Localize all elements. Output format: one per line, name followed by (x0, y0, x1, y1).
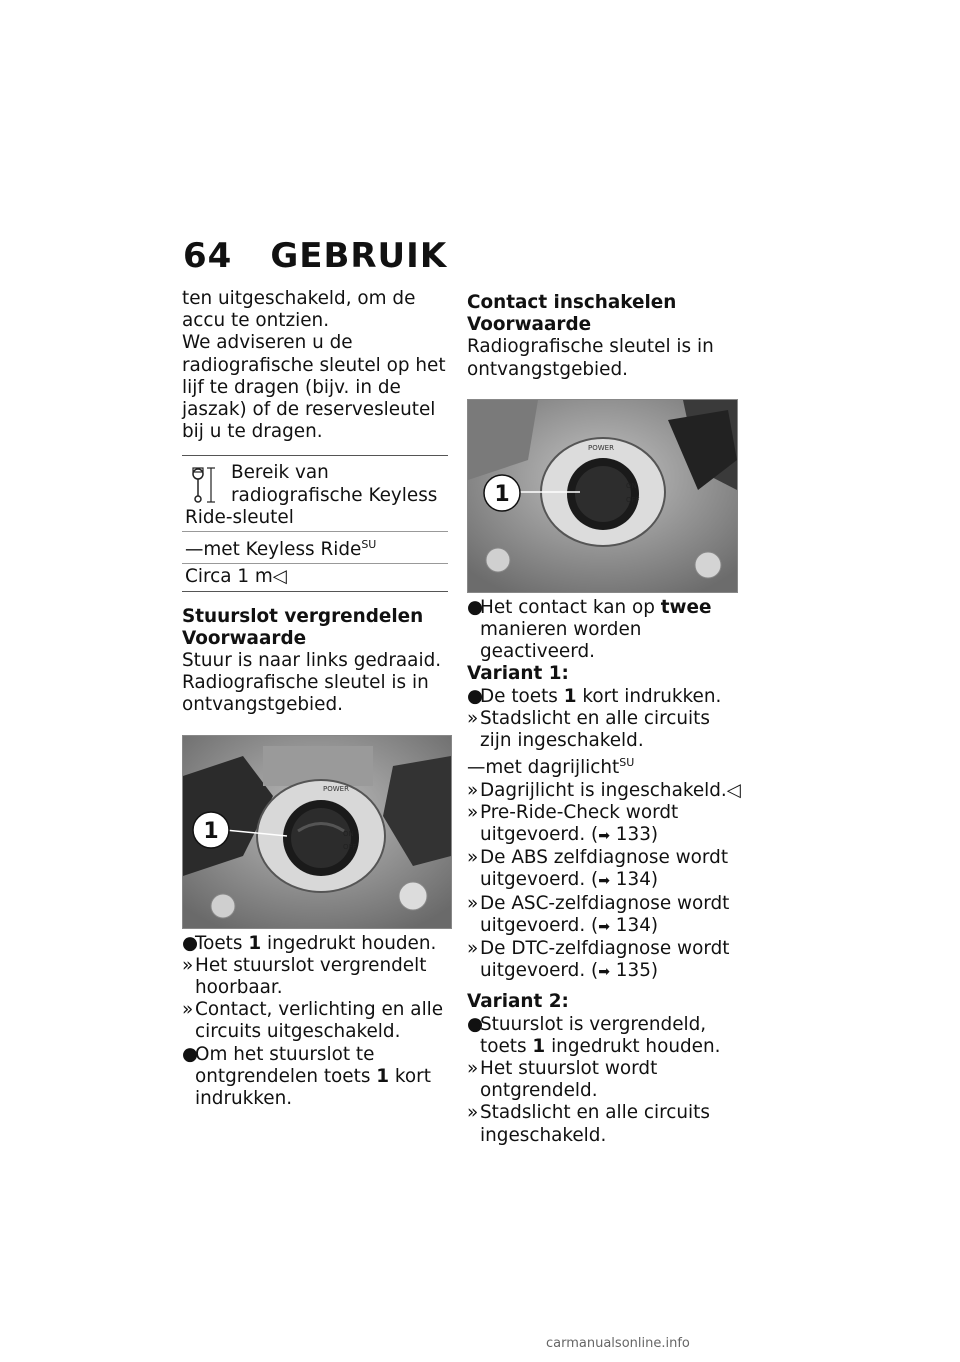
page-ref[interactable]: 134 (615, 869, 651, 891)
power-label: POWER (323, 784, 349, 793)
page-ref-arrow-icon: ➡ (598, 964, 610, 981)
page-ref[interactable]: 133 (615, 823, 651, 845)
list-item: ● Stuurslot is vergrendeld, toets 1 ingedrukt houden. (467, 1013, 721, 1057)
list-item: ● Toets 1 ingedrukt houden. (182, 932, 437, 954)
variant-1-heading: Variant 1: (467, 663, 569, 685)
steering-lock-steps (182, 933, 452, 1111)
on-label: ON (343, 829, 354, 838)
spec-value-row (182, 563, 448, 590)
list-item: » Stadslicht en alle circuits zijn ingeschakeld. (467, 707, 710, 752)
left-column (182, 288, 452, 1110)
page-ref[interactable]: 134 (615, 914, 651, 936)
list-item: » Stadslicht en alle circuits ingeschakeld. (467, 1102, 710, 1146)
page-header (183, 236, 447, 276)
page-ref-arrow-icon: ➡ (598, 827, 610, 844)
page-ref[interactable]: 135 (615, 960, 651, 982)
spec-with-row: —met Keyless Ride$^{SU}$ (182, 531, 448, 563)
page-ref-arrow-icon: ➡ (598, 918, 610, 935)
list-item: ● De toets 1 kort indrukken. (467, 685, 722, 707)
list-item: » Dagrijlicht is ingeschakeld.◁ (467, 779, 741, 801)
spec-title: Bereik van radiografische Keyless Ride-sleutel (185, 462, 438, 528)
advice-text: We adviseren u de radiografische sleutel op het lijf te dragen (bijv. in de jaszak) of de reservesleutel bij u te dragen. (182, 332, 446, 443)
right-column (467, 292, 742, 1147)
on-label-2: ON (626, 481, 637, 490)
footer-watermark: carmanualsonline.info (546, 1336, 690, 1351)
list-item: » De ASC-zelfdiagnose wordt uitgevoerd. (➡ 134) (467, 892, 730, 936)
list-item: ● Het contact kan op twee manieren worden geactiveerd. (467, 596, 712, 663)
variant-2-heading: Variant 2: (467, 991, 569, 1013)
off-label-2: OFF (626, 495, 640, 504)
list-item: ● Om het stuurslot te ontgrendelen toets 1 kort indrukken. (182, 1043, 431, 1109)
spec-table (182, 455, 448, 591)
intro-text: ten uitgeschakeld, om de accu te ontzien. (182, 288, 416, 332)
list-item: » Het stuurslot wordt ontgrendeld. (467, 1058, 658, 1102)
heading-prerequisite-2: Voorwaarde (467, 314, 592, 336)
page-ref-arrow-icon: ➡ (598, 873, 610, 890)
callout-1: 1 (203, 818, 219, 844)
callout-1b: 1 (494, 481, 510, 507)
condition-steering: Stuur is naar links gedraaid. (182, 649, 442, 671)
ignition-steps (467, 597, 742, 1147)
key-range-icon (185, 462, 227, 506)
drl-condition: —met dagrijlicht$^{SU}$ (467, 756, 635, 779)
page-number: 64 (183, 236, 233, 276)
heading-ignition-on: Contact inschakelen (467, 292, 677, 313)
list-item: » Contact, verlichting en alle circuits uitgeschakeld. (182, 999, 444, 1043)
section-title: GEBRUIK (270, 236, 448, 276)
heading-prerequisite: Voorwaarde (182, 627, 307, 649)
list-item: » De ABS zelfdiagnose wordt uitgevoerd. (➡ 134) (467, 847, 729, 891)
off-label: OFF (343, 842, 357, 851)
spec-value: Circa 1 m◁ (185, 566, 287, 588)
list-item: » Pre-Ride-Check wordt uitgevoerd. (➡ 133) (467, 801, 679, 845)
spec-title-row (182, 456, 448, 531)
condition-key: Radiografische sleutel is in ontvangstgebied. (182, 672, 429, 716)
list-item: » De DTC-zelfdiagnose wordt uitgevoerd. (➡ 135) (467, 937, 730, 982)
list-item: » Het stuurslot vergrendelt hoorbaar. (182, 954, 427, 998)
ignition-photo-right (467, 399, 738, 593)
ignition-photo-left (182, 735, 452, 929)
heading-steering-lock: Stuurslot vergrendelen (182, 605, 424, 627)
condition-key-2: Radiografische sleutel is in ontvangstgebied. (467, 336, 714, 380)
power-label-2: POWER (588, 443, 614, 452)
